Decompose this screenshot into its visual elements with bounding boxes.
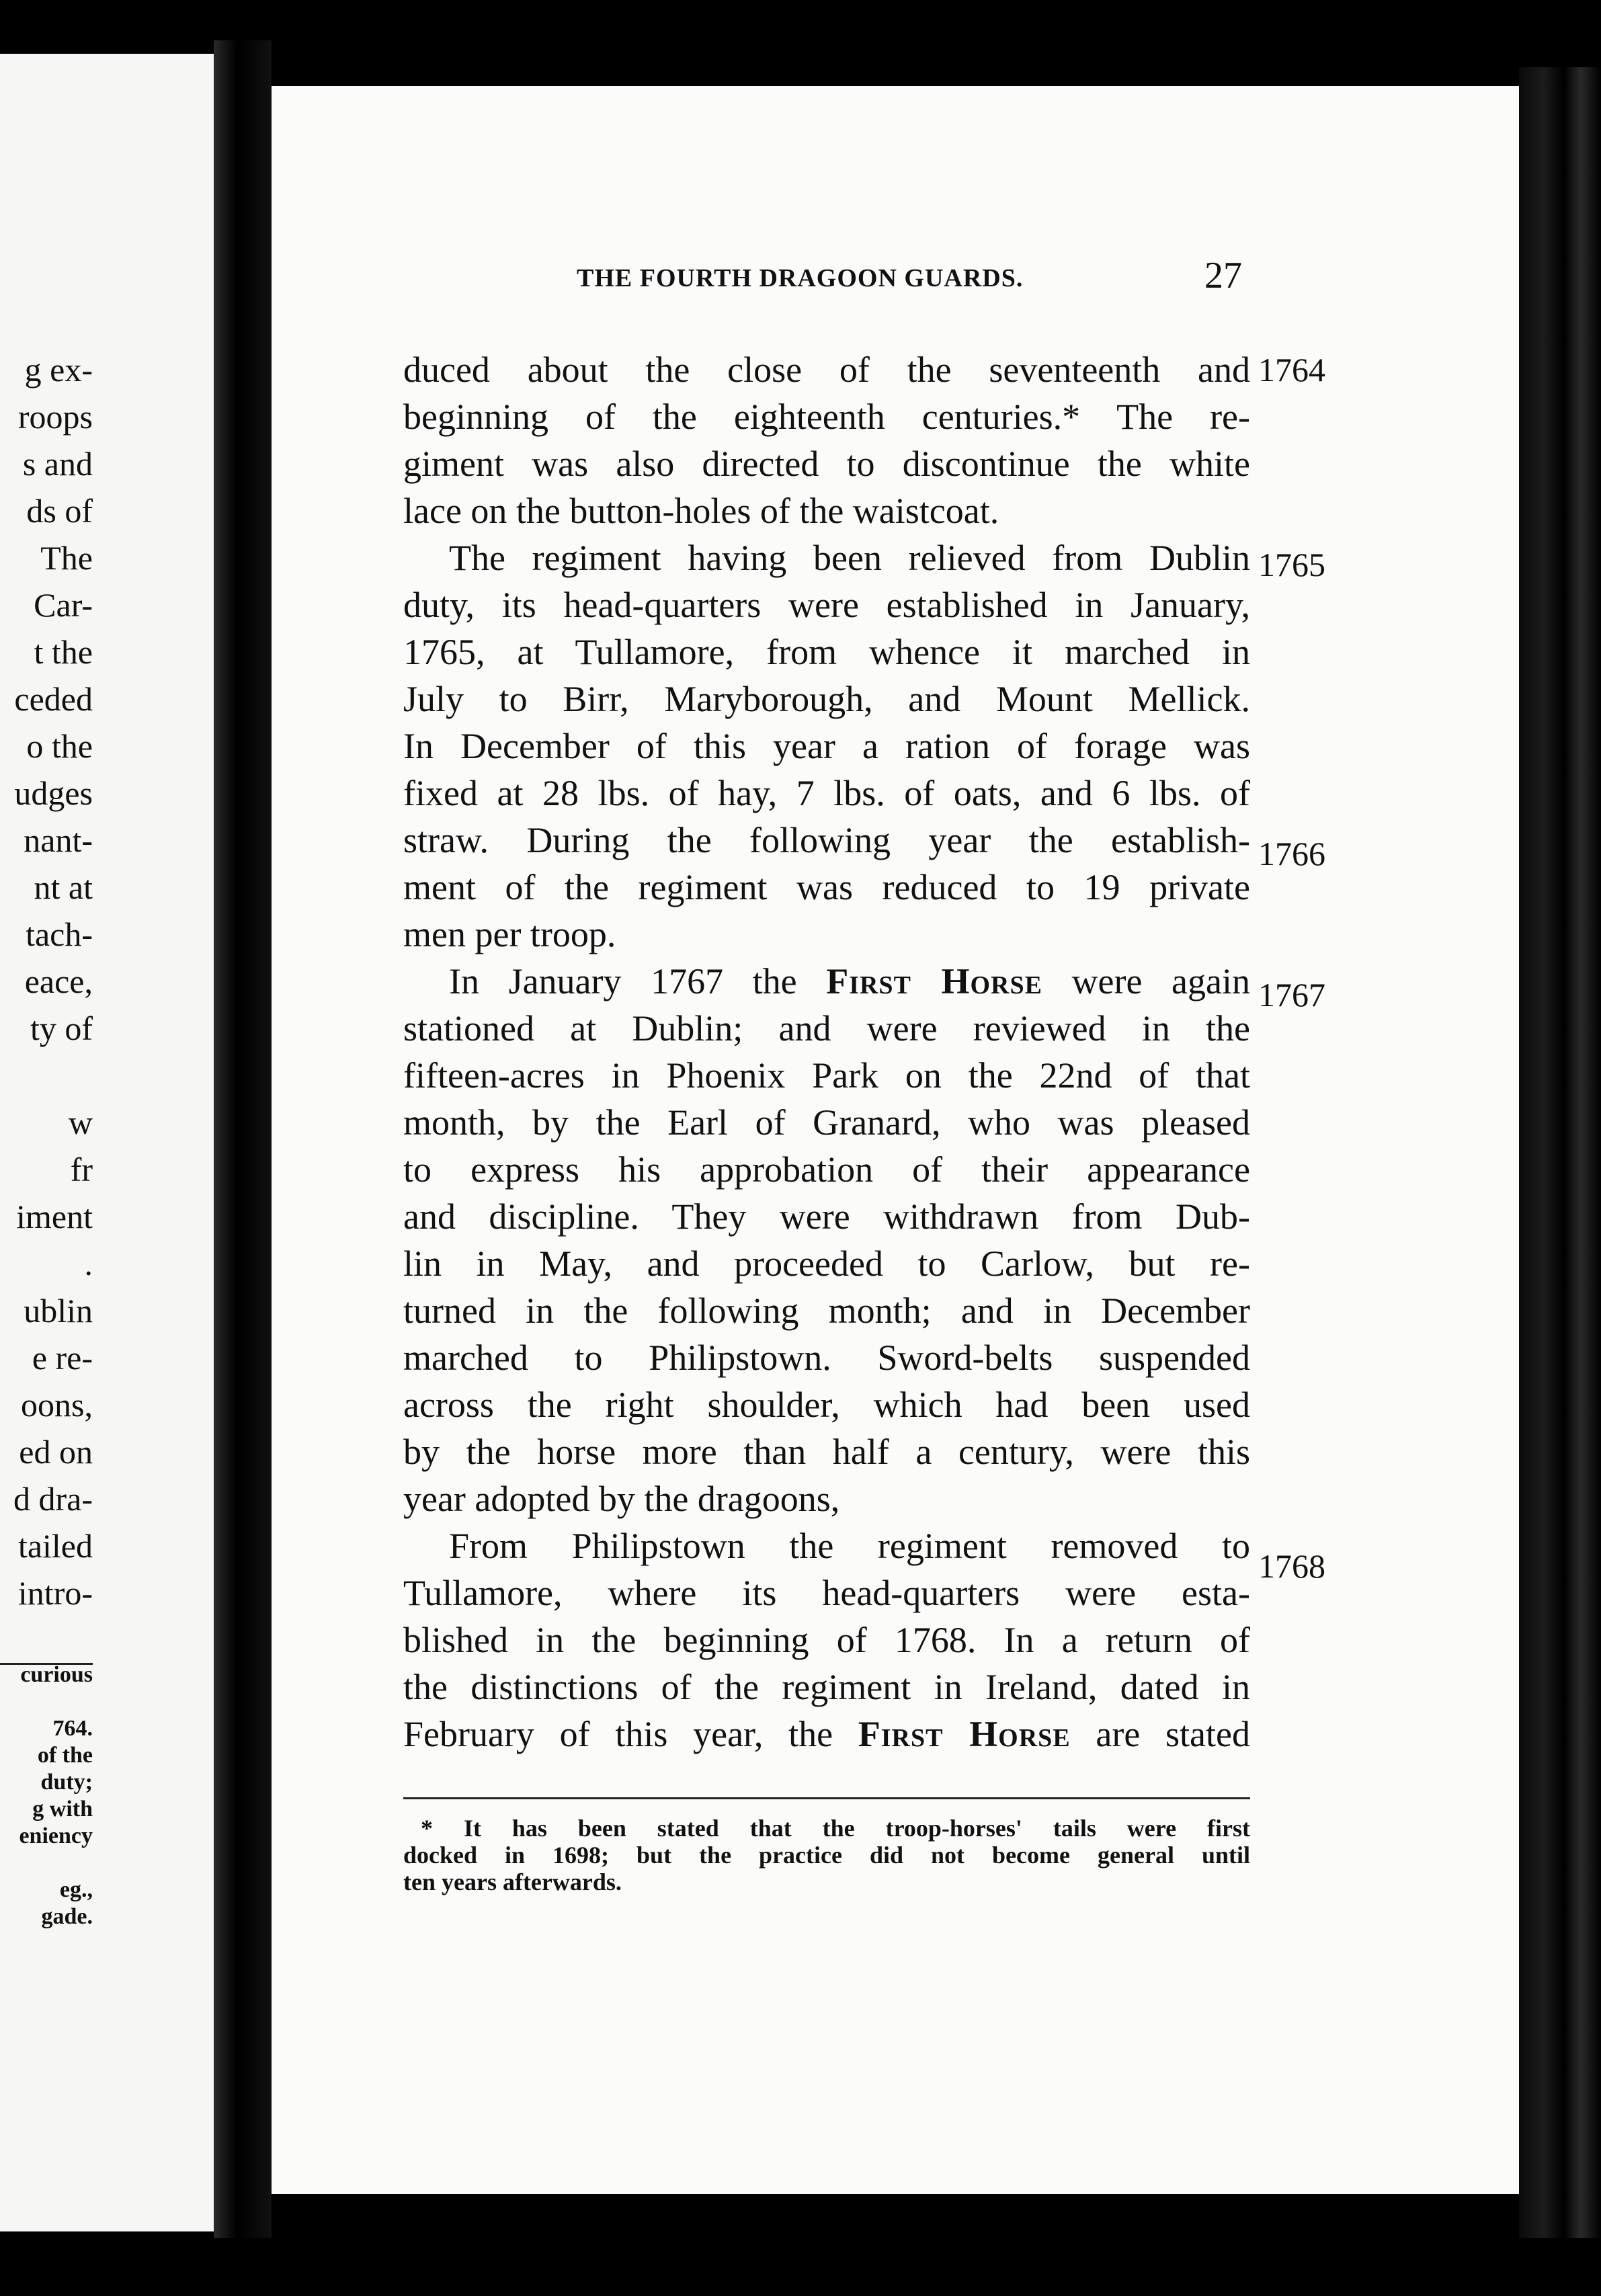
text-line: marched to Philipstown. Sword-belts suspended [403, 1338, 1250, 1378]
left-page-fragment: roops [17, 398, 93, 436]
text-line: and discipline. They were withdrawn from Dub- [403, 1196, 1250, 1237]
text-line: straw. During the following year the establish- [403, 820, 1250, 860]
footnote-rule [403, 1797, 1250, 1799]
text-line: Tullamore, where its head-quarters were esta- [403, 1573, 1250, 1613]
left-page-fragment: ceded [14, 680, 93, 718]
margin-year: 1764 [1258, 351, 1325, 388]
left-page-fragment: . [84, 1245, 93, 1282]
text-span: In January 1767 the [449, 961, 827, 1001]
left-page-fragment: e re- [32, 1339, 93, 1377]
left-page-note-fragment: of the [37, 1743, 93, 1768]
text-line: lin in May, and proceeded to Carlow, but re- [403, 1243, 1250, 1284]
text-line: duced about the close of the seventeenth and [403, 350, 1250, 390]
left-page-fragment: udges [14, 774, 93, 812]
text-span: are stated [1070, 1714, 1250, 1754]
left-page-fragment: s and [22, 445, 93, 483]
text-line: across the right shoulder, which had been used [403, 1385, 1250, 1425]
left-page-fragment: t the [34, 633, 93, 671]
left-page-fragment: nt at [34, 868, 93, 906]
text-line: fixed at 28 lbs. of hay, 7 lbs. of oats, and 6 lbs. of [403, 773, 1250, 813]
text-line: duty, its head-quarters were established in January, [403, 585, 1250, 625]
left-page-note-fragment: duty; [40, 1770, 93, 1795]
text-line: the distinctions of the regiment in Ireland, dated in [403, 1667, 1250, 1707]
left-page-fragment: iment [16, 1198, 93, 1235]
margin-year: 1768 [1258, 1547, 1325, 1585]
text-span: February of this year, the [403, 1714, 858, 1754]
footnote-line: docked in 1698; but the practice did not become general until [403, 1842, 1250, 1869]
text-line: by the horse more than half a century, were this [403, 1432, 1250, 1472]
text-line: July to Birr, Maryborough, and Mount Mellick. [403, 679, 1250, 719]
regiment-name: First Horse [826, 961, 1042, 1001]
text-span: were again [1042, 961, 1250, 1001]
margin-year: 1765 [1258, 546, 1325, 583]
left-page-fragment: The [40, 539, 93, 577]
left-page-fragment: ty of [30, 1010, 93, 1047]
running-head: THE FOURTH DRAGOON GUARDS. [577, 264, 1024, 292]
text-line: giment was also directed to discontinue the white [403, 444, 1250, 484]
text-line: From Philipstown the regiment removed to [449, 1526, 1250, 1566]
text-line: In December of this year a ration of forage was [403, 726, 1250, 766]
left-page-fragment: g ex- [24, 351, 93, 388]
left-page-fragment: tach- [26, 915, 93, 953]
left-page-fragment: eace, [24, 962, 93, 1000]
left-facing-page [0, 54, 214, 2231]
page-number: 27 [1204, 255, 1242, 296]
regiment-name: First Horse [858, 1714, 1071, 1754]
footnote-line: * It has been stated that the troop-horses' tails were first [421, 1815, 1250, 1842]
text-line: ment of the regiment was reduced to 19 private [403, 867, 1250, 907]
left-page-note-fragment: g with [32, 1797, 93, 1821]
text-line: month, by the Earl of Granard, who was pleased [403, 1102, 1250, 1143]
left-page-fragment: nant- [24, 821, 93, 859]
left-page-note-fragment: eniency [19, 1823, 93, 1848]
text-line: men per troop. [403, 914, 616, 954]
left-page-note-fragment: curious [20, 1662, 93, 1687]
text-line [449, 958, 1250, 1005]
text-line [403, 1711, 1250, 1758]
left-page-fragment: fr [70, 1151, 93, 1188]
left-page-fragment: tailed [17, 1527, 93, 1565]
text-line: The regiment having been relieved from Dublin [449, 538, 1250, 578]
left-page-fragment: intro- [17, 1574, 93, 1612]
left-page-fragment: w [68, 1104, 93, 1141]
left-page-fragment: ublin [24, 1292, 93, 1329]
left-page-note-fragment: eg., [59, 1877, 93, 1902]
left-page-fragment: o the [26, 727, 93, 765]
left-page-fragment: ds of [26, 492, 93, 530]
margin-year: 1766 [1258, 835, 1325, 872]
left-page-fragment: Car- [34, 586, 93, 624]
text-line: to express his approbation of their appearance [403, 1149, 1250, 1190]
text-line: 1765, at Tullamore, from whence it marched in [403, 632, 1250, 672]
left-page-fragment: oons, [21, 1386, 93, 1424]
footnote-line: ten years afterwards. [403, 1869, 622, 1895]
left-page-note-fragment: 764. [52, 1716, 93, 1741]
margin-year: 1767 [1258, 976, 1325, 1014]
text-line: turned in the following month; and in December [403, 1290, 1250, 1331]
text-line: year adopted by the dragoons, [403, 1479, 840, 1519]
text-line: lace on the button-holes of the waistcoat. [403, 491, 999, 531]
text-line: stationed at Dublin; and were reviewed in the [403, 1008, 1250, 1049]
text-line: beginning of the eighteenth centuries.* The re- [403, 397, 1250, 437]
left-page-fragment: d dra- [13, 1480, 93, 1518]
page-edge-shadow [1519, 67, 1601, 2238]
gutter-shadow [214, 40, 272, 2238]
text-line: blished in the beginning of 1768. In a return of [403, 1620, 1250, 1660]
text-line: fifteen-acres in Phoenix Park on the 22nd of that [403, 1055, 1250, 1096]
left-page-note-fragment: gade. [41, 1904, 93, 1929]
left-page-fragment: ed on [19, 1433, 93, 1471]
